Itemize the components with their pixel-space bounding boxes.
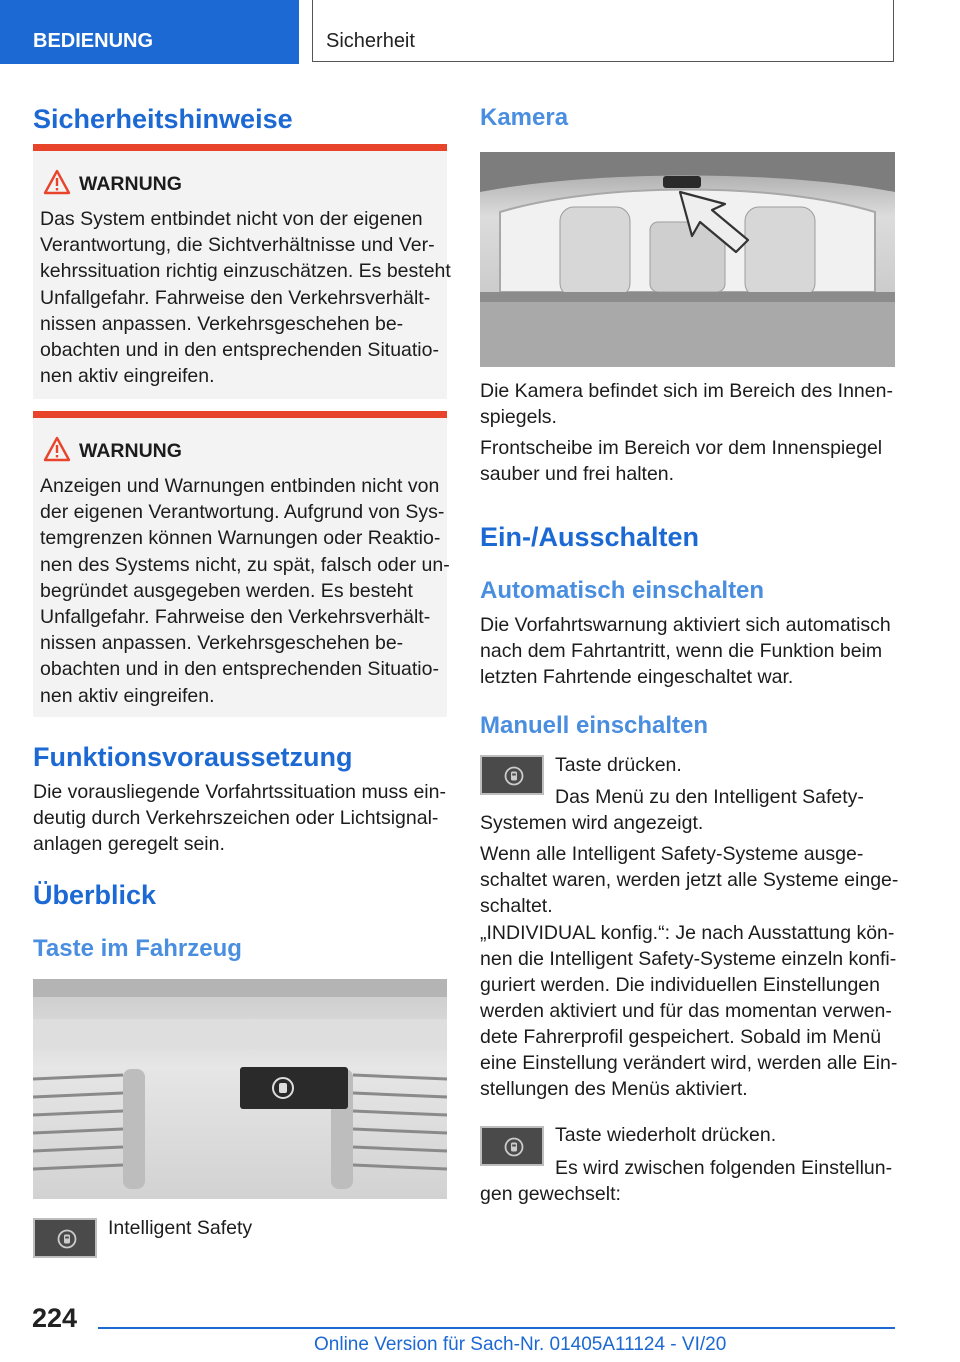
- warning-box-1: [33, 144, 451, 399]
- front-text: Frontscheibe im Bereich vor dem Innenspiegel sauber und frei halten.: [480, 437, 883, 485]
- topic-tab: [312, 0, 894, 62]
- individual-text: „INDIVIDUAL konfig.“: Je nach Ausstattung kön- nen die Intelligent Safety-Systeme einzeln konfi- guriert werden. Die individuellen Einstellungen werden aktiviert und für das momentan verwen- dete Fahrerprofil gespeichert. Sobald im Menü eine Einstellung verändert wird, werden alle Ein- stellungen des Menüs aktiviert.: [480, 922, 898, 1100]
- camera-text: Die Kamera befindet sich im Bereich des Innen- spiegels.: [480, 380, 893, 428]
- func-title: Funktionsvoraussetzung: [33, 742, 353, 772]
- warning-text: Anzeigen und Warnungen entbinden nicht von der eigenen Verantwortung. Aufgrund von Sys- temgrenzen können Warnungen oder Reaktio- nen des Systems nicht, zu spät, falsch oder un- begründet ausgegeben werden. Es besteht Unfallgefahr. Fahrweise den Verkehrsverhält- nissen anpassen. Verkehrsgeschehen be- obachten und in den entsprechenden Situatio- nen aktiv eingreifen.: [40, 475, 450, 707]
- press-text: Taste drücken.: [555, 754, 682, 776]
- warning-text: Das System entbindet nicht von der eigenen Verantwortung, die Sichtverhältnisse und Ver- kehrssituation richtig einzuschätzen. Es besteht Unfallgefahr. Fahrweise den Verkehrsverhält- nissen anpassen. Verkehrsgeschehen be- obachten und in den entsprechenden Situatio- nen aktiv eingreifen.: [40, 208, 451, 388]
- button-caption: Intelligent Safety: [108, 1217, 253, 1239]
- page-number: 224: [32, 1303, 78, 1333]
- intelligent-safety-button-symbol: [33, 1218, 97, 1258]
- safety-title: Sicherheitshinweise: [33, 104, 293, 134]
- manual-title: Manuell einschalten: [480, 712, 709, 739]
- switch-text-1: Es wird zwischen folgenden Einstellun-: [555, 1157, 893, 1179]
- button-title: Taste im Fahrzeug: [33, 935, 242, 962]
- safety-icon: [504, 1137, 524, 1157]
- intelligent-safety-button-symbol: [480, 1126, 544, 1166]
- auto-text: Die Vorfahrtswarnung aktiviert sich automatisch nach dem Fahrtantritt, wenn die Funktion beim letzten Fahrtende eingeschaltet war.: [480, 614, 891, 688]
- online-version-link[interactable]: Online Version für Sach-Nr. 01405A11124 - VI/20: [314, 1334, 727, 1355]
- all-text: Wenn alle Intelligent Safety-Systeme ausge- schaltet waren, werden jetzt alle Systeme einge- schaltet.: [480, 843, 899, 917]
- onoff-title: Ein-/Ausschalten: [480, 522, 700, 552]
- func-text: Die vorausliegende Vorfahrtssituation muss ein- deutig durch Verkehrszeichen oder Lichtsignal- anlagen geregelt sein.: [33, 781, 446, 855]
- overview-title: Überblick: [33, 880, 157, 910]
- camera-figure: [480, 152, 895, 367]
- warning-box-2: [33, 411, 450, 717]
- switch-text-2: gen gewechselt:: [480, 1183, 621, 1205]
- footer-divider: [98, 1327, 895, 1329]
- warning-label: WARNUNG: [79, 440, 182, 462]
- section-label: BEDIENUNG: [33, 30, 154, 52]
- topic-label: Sicherheit: [326, 30, 415, 52]
- menu-text-2: Systemen wird angezeigt.: [480, 812, 704, 834]
- warning-triangle-icon: [43, 169, 71, 195]
- menu-text-1: Das Menü zu den Intelligent Safety-: [555, 786, 864, 808]
- section-tab: [0, 0, 299, 64]
- camera-title: Kamera: [480, 104, 569, 131]
- safety-icon: [57, 1229, 77, 1249]
- dashboard-figure: [33, 979, 447, 1199]
- auto-title: Automatisch einschalten: [480, 577, 765, 604]
- press-again-text: Taste wiederholt drücken.: [555, 1124, 777, 1146]
- warning-triangle-icon: [43, 436, 71, 462]
- warning-label: WARNUNG: [79, 173, 182, 195]
- intelligent-safety-button-symbol: [480, 755, 544, 795]
- safety-icon: [504, 766, 524, 786]
